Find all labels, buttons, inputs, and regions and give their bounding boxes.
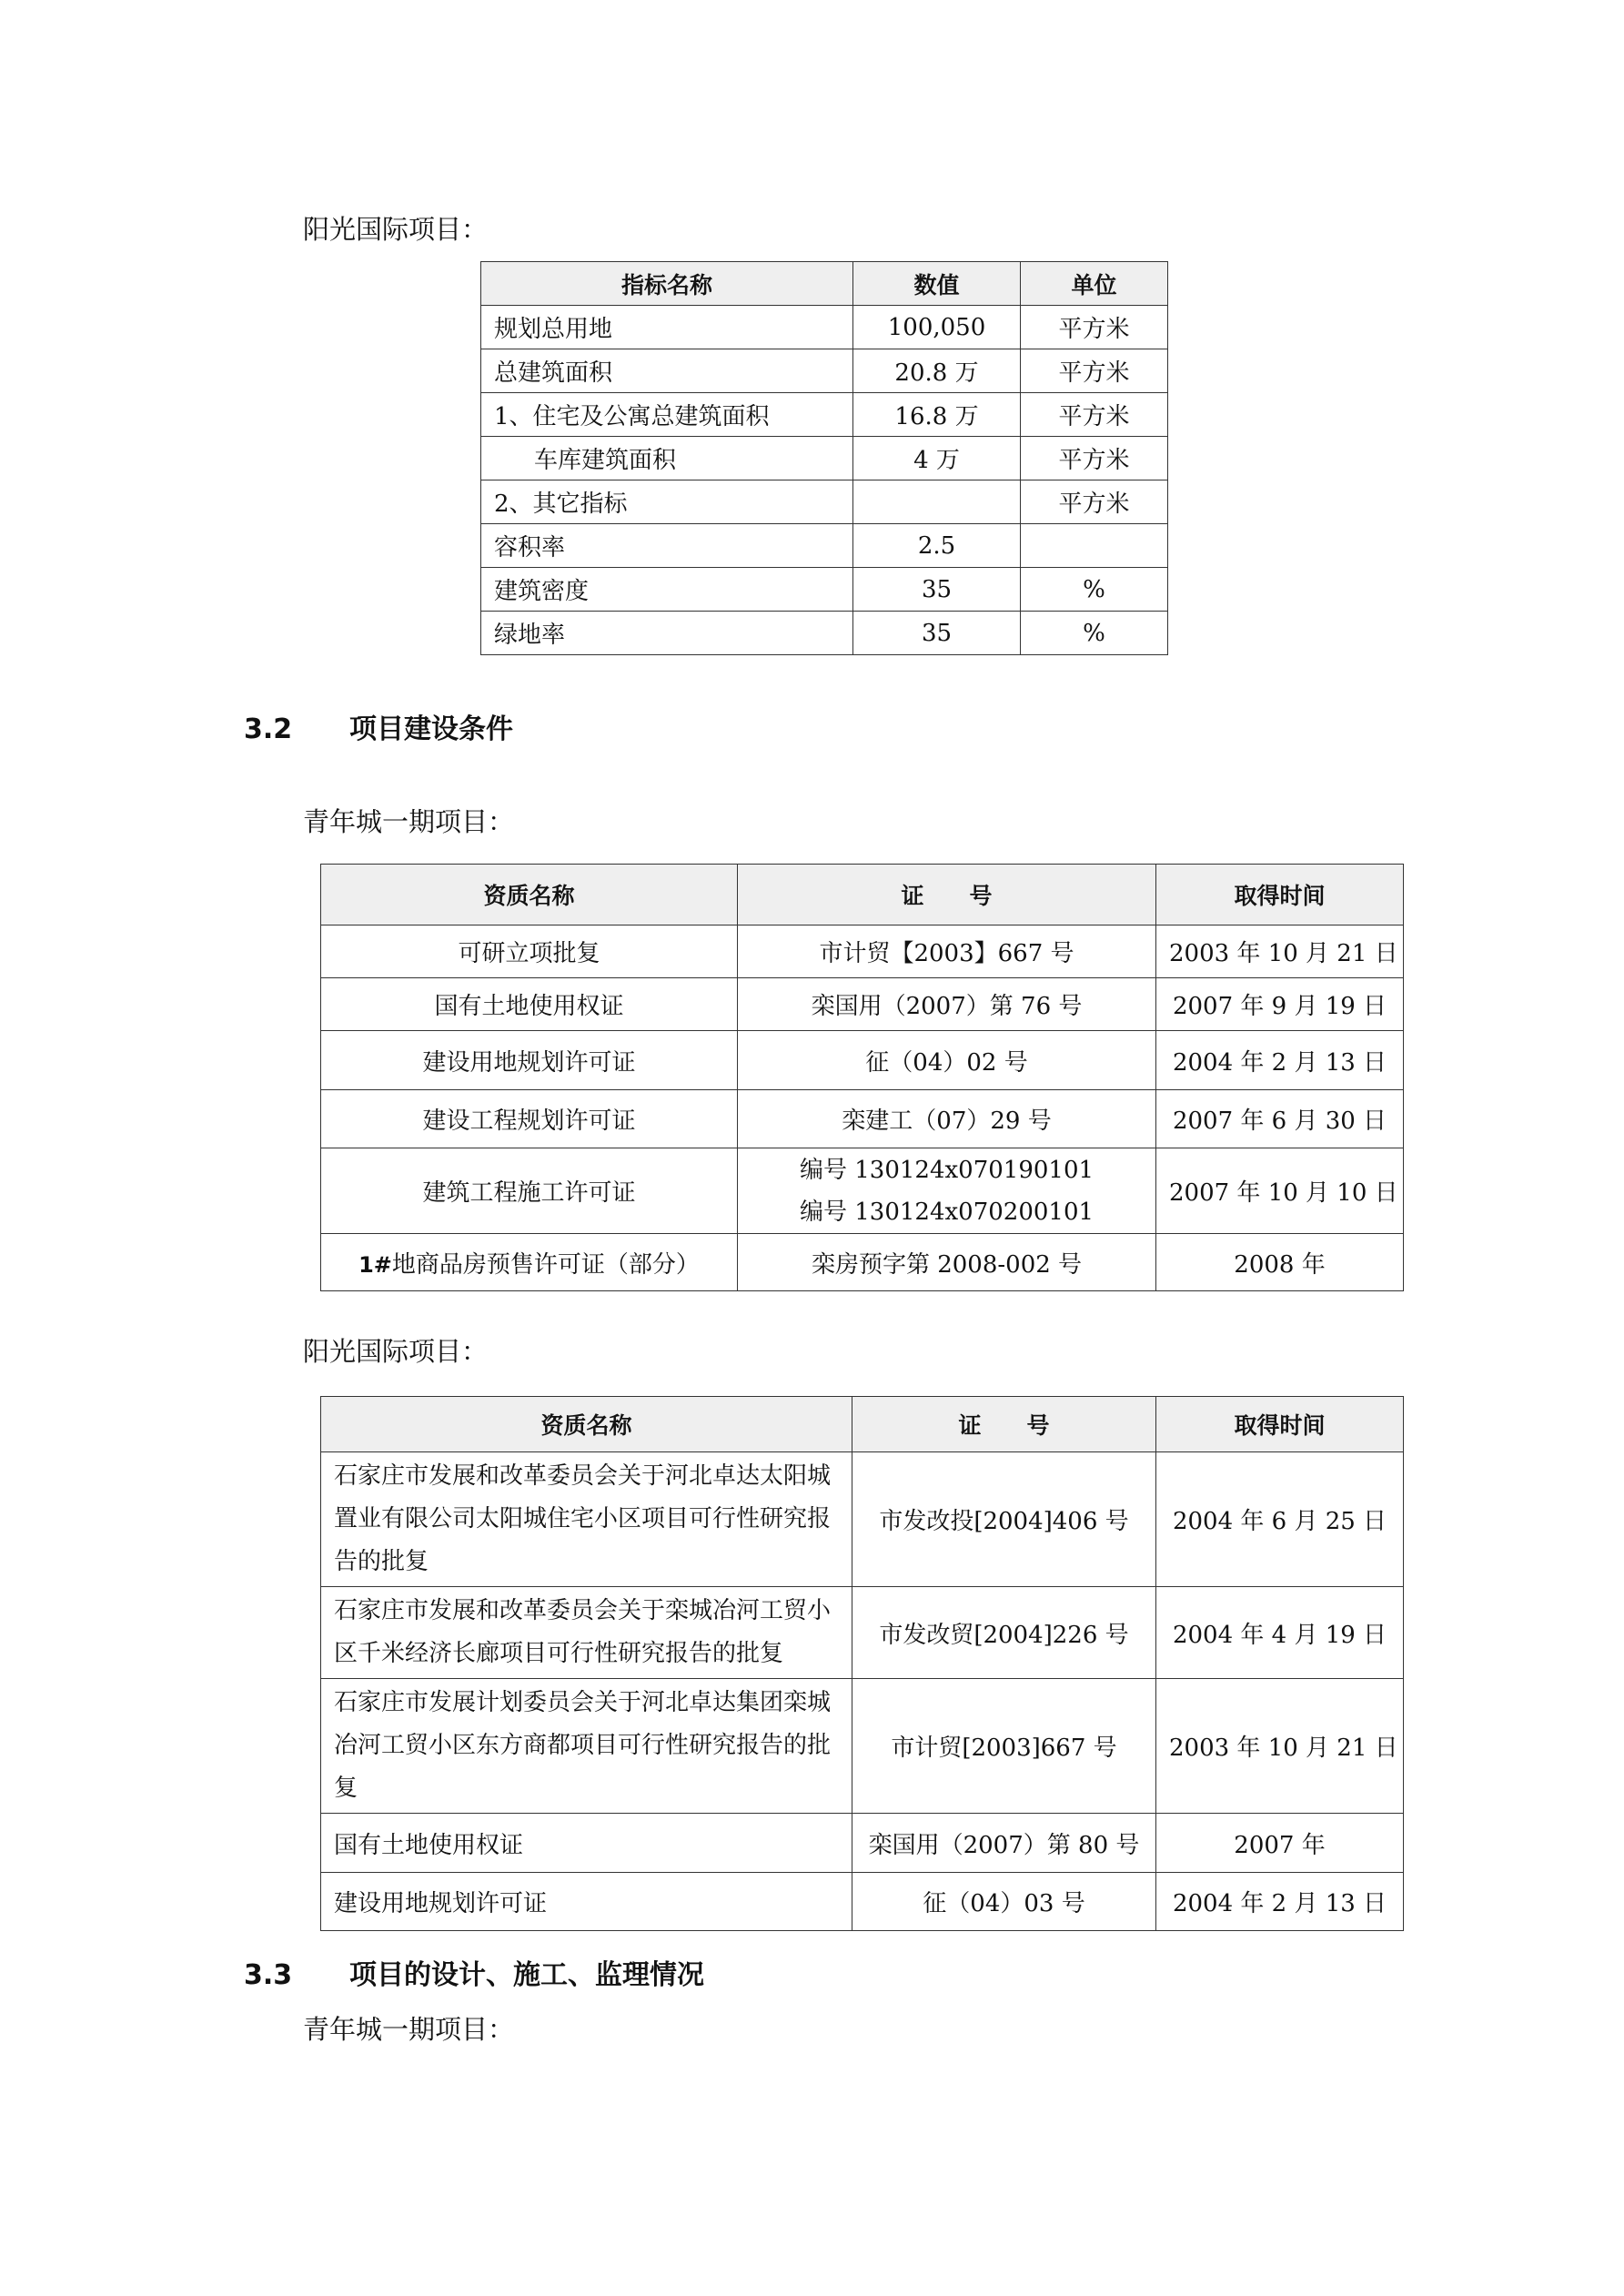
cell: [1021, 524, 1168, 568]
table-header-row: [321, 865, 1404, 925]
cell: 建筑工程施工许可证: [321, 1148, 738, 1234]
cell: 可研立项批复: [321, 925, 738, 978]
cell: 平方米: [1021, 437, 1168, 480]
indicator-table: [480, 261, 1168, 655]
table-row: [321, 925, 1404, 978]
cell: [853, 480, 1021, 524]
cell-text: 地商品房预售许可证（部分）: [391, 1250, 700, 1279]
intro-youth-city-2: 青年城一期项目：: [303, 2014, 515, 2045]
table-row: [481, 306, 1168, 349]
certificate-line-1: 编号 130124x070190101: [799, 1156, 1094, 1184]
cell: 2007 年 10 月 10 日: [1156, 1148, 1404, 1234]
cell: 16.8 万: [853, 393, 1021, 437]
cell: 建设工程规划许可证: [321, 1090, 738, 1148]
cell: 国有土地使用权证: [321, 1814, 852, 1873]
cell: 4 万: [853, 437, 1021, 480]
qualification-table-youth-city: [320, 864, 1404, 1291]
intro-youth-city-1: 青年城一期项目：: [303, 806, 515, 837]
cell: 栾国用（2007）第 76 号: [738, 978, 1156, 1031]
cell: [321, 1234, 738, 1291]
section-number: 3.3: [244, 1959, 293, 1991]
cell: 总建筑面积: [481, 349, 853, 393]
header-value: 数值: [853, 262, 1021, 306]
cell: 2007 年 9 月 19 日: [1156, 978, 1404, 1031]
qualification-table-sunshine-international: [320, 1396, 1404, 1931]
cell: 绿地率: [481, 612, 853, 655]
cell: 建筑密度: [481, 568, 853, 612]
header-qualification-name: 资质名称: [321, 1397, 852, 1452]
cell: 20.8 万: [853, 349, 1021, 393]
table-header-row: [481, 262, 1168, 306]
cell: %: [1021, 568, 1168, 612]
table-row: [321, 1873, 1404, 1931]
table-row: [321, 1452, 1404, 1587]
cell: 平方米: [1021, 306, 1168, 349]
cell: 2.5: [853, 524, 1021, 568]
cell: 2004 年 2 月 13 日: [1156, 1873, 1404, 1931]
cell: 石家庄市发展和改革委员会关于河北卓达太阳城置业有限公司太阳城住宅小区项目可行性研究报告的批复: [321, 1452, 852, 1587]
table-row: [481, 437, 1168, 480]
cell: 容积率: [481, 524, 853, 568]
header-date-obtained: 取得时间: [1156, 1397, 1404, 1452]
table-row: [321, 1031, 1404, 1090]
cell: 2008 年: [1156, 1234, 1404, 1291]
lot-number: 1#: [358, 1251, 392, 1278]
cell: 2004 年 2 月 13 日: [1156, 1031, 1404, 1090]
cell: 平方米: [1021, 480, 1168, 524]
section-number: 3.2: [244, 713, 293, 745]
table-header-row: [321, 1397, 1404, 1452]
cell: 栾房预字第 2008-002 号: [738, 1234, 1156, 1291]
table-row: [481, 524, 1168, 568]
cell: %: [1021, 612, 1168, 655]
header-date-obtained: 取得时间: [1156, 865, 1404, 925]
cell: 平方米: [1021, 349, 1168, 393]
cell: 2003 年 10 月 21 日: [1156, 925, 1404, 978]
cell: 国有土地使用权证: [321, 978, 738, 1031]
cell: 市发改贸[2004]226 号: [852, 1587, 1156, 1679]
cell: 2004 年 6 月 25 日: [1156, 1452, 1404, 1587]
section-heading-3-2: [244, 712, 513, 748]
table-row: [321, 1679, 1404, 1814]
header-certificate-number: 证 号: [738, 865, 1156, 925]
cell: 2003 年 10 月 21 日: [1156, 1679, 1404, 1814]
section-title: 项目的设计、施工、监理情况: [349, 1959, 704, 1991]
header-certificate-number: 证 号: [852, 1397, 1156, 1452]
table-row: [321, 978, 1404, 1031]
cell: 2、其它指标: [481, 480, 853, 524]
table-row: [481, 568, 1168, 612]
cell: 2007 年 6 月 30 日: [1156, 1090, 1404, 1148]
certificate-line-2: 编号 130124x070200101: [799, 1198, 1094, 1226]
table-row: [321, 1587, 1404, 1679]
cell: 建设用地规划许可证: [321, 1031, 738, 1090]
table-row: [321, 1148, 1404, 1234]
cell: 35: [853, 568, 1021, 612]
intro-sunshine-international-1: 阳光国际项目：: [303, 214, 489, 245]
header-qualification-name: 资质名称: [321, 865, 738, 925]
cell: 征（04）02 号: [738, 1031, 1156, 1090]
cell: 栾国用（2007）第 80 号: [852, 1814, 1156, 1873]
cell: 1、住宅及公寓总建筑面积: [481, 393, 853, 437]
cell: 车库建筑面积: [481, 437, 853, 480]
cell: 石家庄市发展和改革委员会关于栾城冶河工贸小区千米经济长廊项目可行性研究报告的批复: [321, 1587, 852, 1679]
intro-sunshine-international-2: 阳光国际项目：: [303, 1336, 489, 1367]
cell: 市计贸【2003】667 号: [738, 925, 1156, 978]
cell: 平方米: [1021, 393, 1168, 437]
cell: 100,050: [853, 306, 1021, 349]
cell-two-line: [738, 1148, 1156, 1234]
table-row: [321, 1234, 1404, 1291]
cell: 市计贸[2003]667 号: [852, 1679, 1156, 1814]
header-indicator-name: 指标名称: [481, 262, 853, 306]
cell: 2004 年 4 月 19 日: [1156, 1587, 1404, 1679]
cell: 建设用地规划许可证: [321, 1873, 852, 1931]
table-row: [321, 1814, 1404, 1873]
cell: 栾建工（07）29 号: [738, 1090, 1156, 1148]
section-heading-3-3: [244, 1957, 704, 1994]
section-title: 项目建设条件: [349, 713, 513, 745]
cell: 规划总用地: [481, 306, 853, 349]
header-unit: 单位: [1021, 262, 1168, 306]
cell: 2007 年: [1156, 1814, 1404, 1873]
cell: 35: [853, 612, 1021, 655]
table-row: [481, 612, 1168, 655]
cell: 石家庄市发展计划委员会关于河北卓达集团栾城冶河工贸小区东方商都项目可行性研究报告的批复: [321, 1679, 852, 1814]
table-row: [481, 393, 1168, 437]
table-row: [481, 480, 1168, 524]
table-row: [321, 1090, 1404, 1148]
cell: 市发改投[2004]406 号: [852, 1452, 1156, 1587]
cell: 征（04）03 号: [852, 1873, 1156, 1931]
table-row: [481, 349, 1168, 393]
